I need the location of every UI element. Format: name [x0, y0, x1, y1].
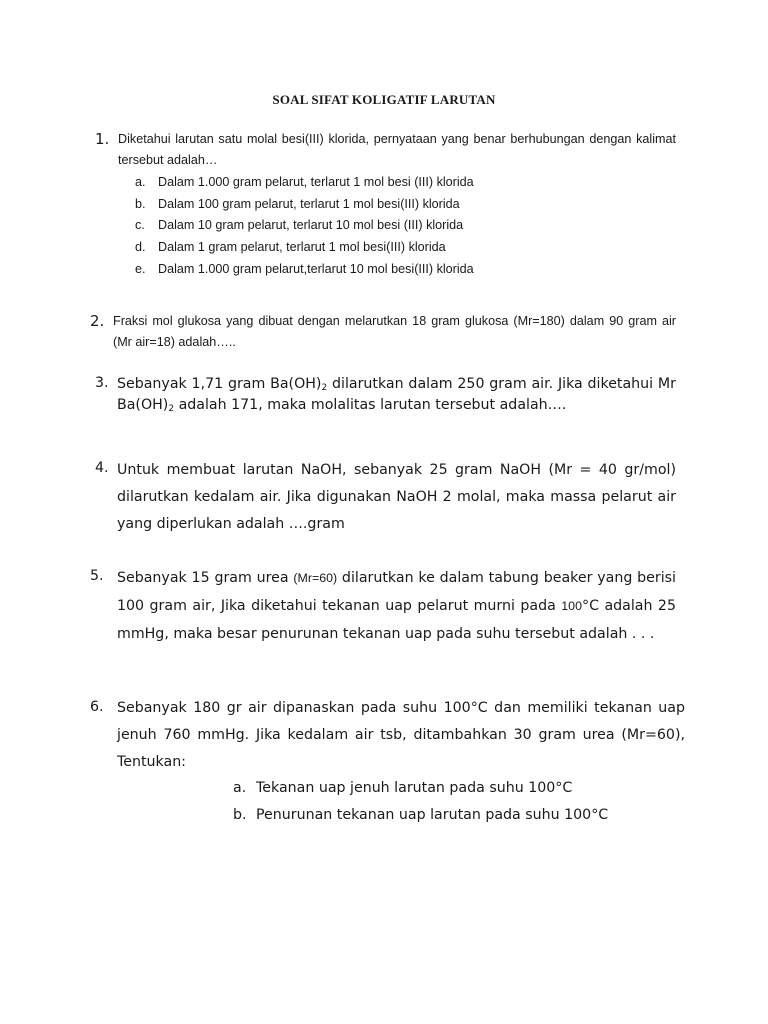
question-5-text-part2: dilarutkan ke dalam tabung beaker yang berisi 100 gram air, Jika diketahui tekanan uap pelarut murni pada	[117, 570, 676, 614]
option-letter: d.	[135, 240, 146, 254]
question-5-number: 5.	[90, 568, 104, 584]
question-3-text	[117, 374, 676, 416]
question-6-text	[108, 695, 685, 776]
option-text: Tekanan uap jenuh larutan pada suhu 100°C	[256, 780, 573, 796]
question-4-number: 4.	[95, 460, 109, 476]
question-6-number: 6.	[90, 699, 104, 715]
option-letter: c.	[135, 218, 145, 232]
option-text: Dalam 1.000 gram pelarut, terlarut 1 mol besi (III) klorida	[158, 175, 474, 189]
question-5-text	[117, 564, 676, 648]
question-3-text-part2: dilarutkan dalam 250 gram air. Jika diketahui Mr Ba(OH)	[117, 376, 676, 413]
question-6-text-body: Sebanyak 180 gr air dipanaskan pada suhu 100°C dan memiliki tekanan uap jenuh 760 mmHg. Jika kedalam air tsb, ditambahkan 30 gram urea (Mr=60), Tentukan:	[117, 700, 685, 770]
question-5-text-part3: °C adalah 25 mmHg, maka besar penurunan tekanan uap pada suhu tersebut adalah . . .	[117, 598, 676, 642]
option-letter: a.	[135, 175, 146, 189]
question-3-subscript: 2	[321, 383, 328, 393]
option-letter: a.	[233, 780, 247, 796]
question-3-subscript: 2	[168, 404, 175, 414]
question-5-temperature: 100	[561, 599, 582, 613]
question-5-text-part1: Sebanyak 15 gram urea	[117, 570, 294, 586]
question-1-number: 1.	[95, 130, 110, 148]
question-3-number: 3.	[95, 375, 109, 391]
option-text: Dalam 100 gram pelarut, terlarut 1 mol besi(III) klorida	[158, 197, 460, 211]
question-3-text-part3: adalah 171, maka molalitas larutan tersebut adalah….	[174, 397, 567, 413]
question-5-mr: (Mr=60)	[293, 571, 338, 585]
option-letter: b.	[233, 807, 247, 823]
option-letter: e.	[135, 262, 146, 276]
option-text: Penurunan tekanan uap larutan pada suhu 100°C	[256, 807, 609, 823]
option-text: Dalam 1 gram pelarut, terlarut 1 mol besi(III) klorida	[158, 240, 446, 254]
document-title: SOAL SIFAT KOLIGATIF LARUTAN	[272, 92, 496, 107]
question-1-text: Diketahui larutan satu molal besi(III) klorida, pernyataan yang benar berhubungan dengan kalimat tersebut adalah…	[118, 132, 676, 167]
option-letter: b.	[135, 197, 146, 211]
question-4-text: Untuk membuat larutan NaOH, sebanyak 25 gram NaOH (Mr = 40 gr/mol) dilarutkan kedalam air. Jika digunakan NaOH 2 molal, maka massa pelarut air yang diperlukan adalah ….gram	[117, 462, 676, 532]
option-text: Dalam 1.000 gram pelarut,terlarut 10 mol besi(III) klorida	[158, 262, 474, 276]
question-2-number: 2.	[90, 312, 105, 330]
option-text: Dalam 10 gram pelarut, terlarut 10 mol besi (III) klorida	[158, 218, 464, 232]
question-2-text: Fraksi mol glukosa yang dibuat dengan melarutkan 18 gram glukosa (Mr=180) dalam 90 gram air (Mr air=18) adalah…..	[113, 314, 676, 349]
question-3-text-part1: Sebanyak 1,71 gram Ba(OH)	[117, 376, 322, 392]
